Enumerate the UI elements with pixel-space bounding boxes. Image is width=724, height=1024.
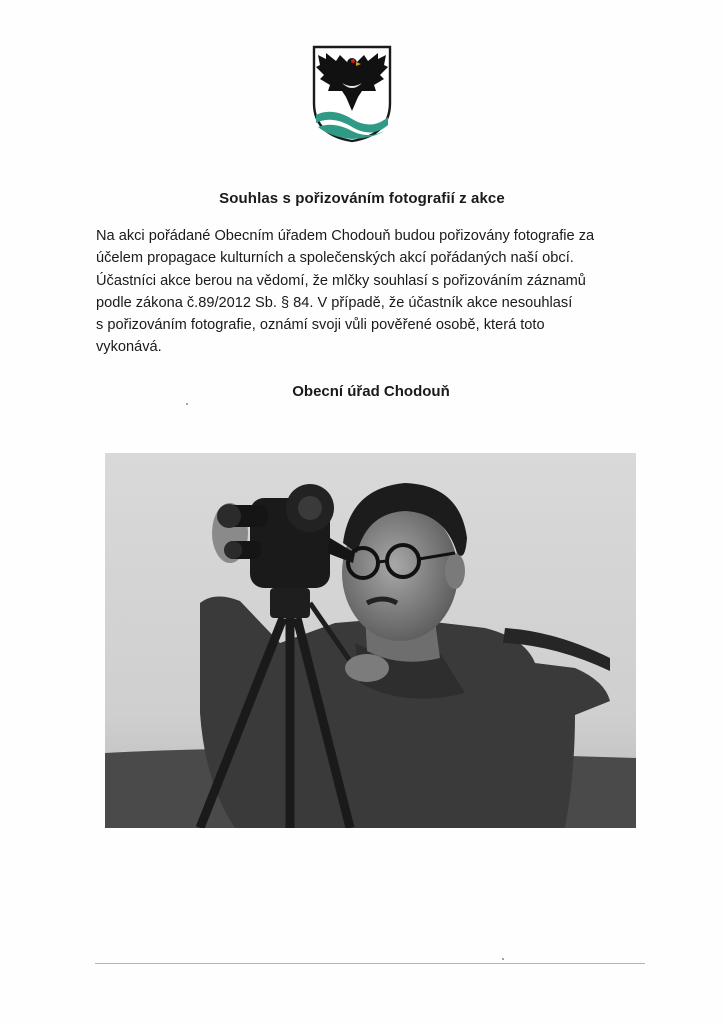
cameraman-photo bbox=[105, 453, 636, 828]
scan-speck bbox=[502, 958, 504, 960]
paragraph-line: vykonává. bbox=[96, 339, 162, 356]
paragraph-line: Účastníci akce berou na vědomí, že mlčky souhlasí s pořizováním záznamů bbox=[96, 272, 586, 289]
scan-speck bbox=[186, 403, 188, 405]
document-title: Souhlas s pořizováním fotografií z akce bbox=[219, 190, 505, 207]
signature: Obecní úřad Chodouň bbox=[292, 383, 450, 400]
paragraph-line: účelem propagace kulturních a společenských akcí pořádaných naší obcí. bbox=[96, 250, 574, 267]
eagle-coat-of-arms-icon bbox=[312, 45, 392, 143]
paragraph-line: podle zákona č.89/2012 Sb. § 84. V případě, že účastník akce nesouhlasí bbox=[96, 294, 573, 311]
consent-paragraph bbox=[96, 225, 656, 359]
footer-divider bbox=[95, 963, 645, 964]
paragraph-line: Na akci pořádané Obecním úřadem Chodouň budou pořizovány fotografie za bbox=[96, 228, 595, 244]
paragraph-line: s pořizováním fotografie, oznámí svoji vůli pověřené osobě, která toto bbox=[96, 317, 545, 334]
